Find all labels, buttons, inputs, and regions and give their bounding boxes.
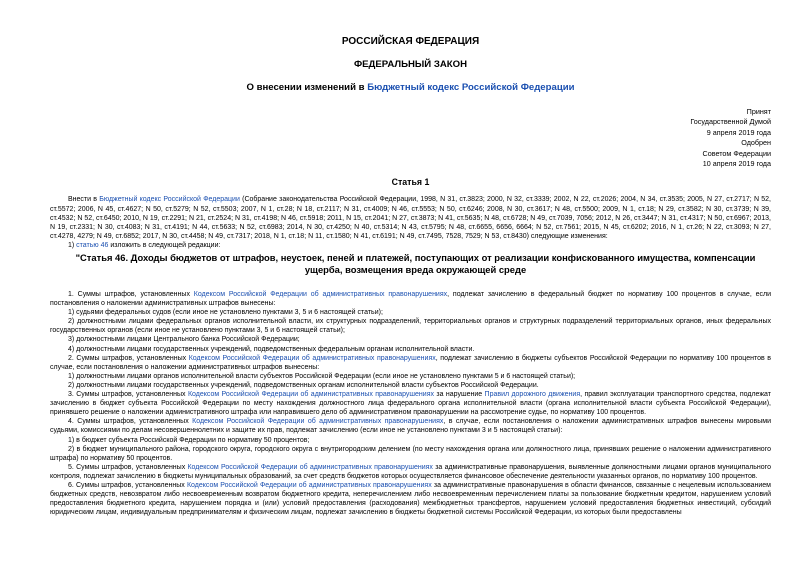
adopted-date: 9 апреля 2019 года [706, 127, 771, 137]
text-fragment: за административные правонарушения, выявленные должностными лицами органов муниципального контроля, подлежат зачислению в бюджеты муниципальных образований, за счет средств бюджетов которых осуществляется финансовое обеспечение деятельности указанных органов, по нормативу 100 процентов. [50, 463, 771, 480]
text-fragment: , подлежат зачислению в бюджеты субъектов Российской Федерации по нормативу 100 процентов в случае, если постановления о наложении административных штрафов вынесены: [50, 354, 771, 371]
para-2-2: 2) должностными лицами государственных учреждений, подведомственных органам исполнительной власти субъектов Российской Федерации. [68, 381, 539, 389]
text-fragment: , в случае, если постановления о наложении административных штрафов вынесены мировыми судьями, комиссиями по делам несовершеннолетних и защите их прав, подлежат зачислению (если иное не установлено пунктами 3 и 5 настоящей статьи): [50, 418, 771, 435]
text-fragment: 1. Суммы штрафов, установленных [68, 291, 194, 298]
text-fragment: изложить в следующей редакции: [108, 241, 221, 249]
approved-date: 10 апреля 2019 года [702, 159, 771, 169]
text-fragment: 6. Суммы штрафов, установленных [68, 481, 187, 489]
koap-link[interactable]: Кодексом Российской Федерации об административных правонарушениях [187, 463, 433, 471]
article-title: Статья 1 [391, 177, 430, 188]
text-fragment: 2. Суммы штрафов, установленных [68, 354, 189, 362]
para-1 [50, 290, 771, 308]
para-1-1: 1) судьями федеральных судов (если иное не установлено пунктами 3, 5 и 6 настоящей статьи); [68, 309, 383, 317]
koap-link[interactable]: Кодексом Российской Федерации об административных правонарушениях [186, 481, 432, 489]
approved-label: Одобрен [741, 138, 771, 148]
text-fragment: 1) [68, 241, 77, 249]
text-fragment: Внести в [68, 196, 100, 204]
item-1-paragraph [50, 241, 771, 250]
text-fragment: за нарушение [434, 391, 485, 399]
para-1-3: 3) должностными лицами Центрального банка Российской Федерации; [68, 336, 300, 344]
approved-by: Советом Федерации [702, 148, 771, 158]
para-2 [50, 354, 771, 372]
para-5 [50, 463, 771, 481]
koap-link[interactable]: Кодексом Российской Федерации об административных правонарушениях [187, 391, 434, 399]
para-1-2: 2) должностными лицами федеральных органов исполнительной власти, их структурных подразделений, территориальных органов и структурных подразделений территориальных органов, иных федеральных государственных органов (если иное не установлено пунктами 3, 5 и 6 настоящей статьи); [50, 318, 771, 335]
text-fragment: 4. Суммы штрафов, установленных [68, 418, 193, 426]
traffic-rules-link[interactable]: Правил дорожного движения [484, 391, 581, 399]
para-6 [50, 481, 771, 517]
text-fragment: за административные правонарушения в области финансов, связанные с нецелевым использованием бюджетных средств, невозвратом либо несвоевременным возвратом бюджетного кредита, неперечислением либо несвоевременным перечислением платы за пользование бюджетным кредитом, нарушением условий предоставления бюджетного кредита, нарушением порядка и (или) условий предоставления (расходования) межбюджетных трансфертов, нарушением условий предоставления бюджетных инвестиций, субсидий юридическим лицам, индивидуальным предпринимателям и физическим лицам, подлежат зачислению в бюджеты бюджетной системы Российской Федерации, из которых были предоставлены [50, 481, 771, 517]
article-46-heading: "Статья 46. Доходы бюджетов от штрафов, неустоек, пеней и платежей, поступающих от реализации конфискованного имущества, компенсации ущерба, возмещения вреда окружающей среде [75, 252, 756, 275]
adopted-by: Государственной Думой [690, 117, 771, 127]
law-title [50, 82, 771, 93]
text-fragment: 3. Суммы штрафов, установленных [68, 391, 188, 399]
country-title: РОССИЙСКАЯ ФЕДЕРАЦИЯ [341, 36, 480, 47]
intro-paragraph [50, 195, 771, 240]
para-4 [50, 417, 771, 435]
para-2-1: 1) должностными лицами органов исполнительной власти субъектов Российской Федерации (если иное не установлено пунктами 5 и 6 настоящей статьи); [68, 372, 576, 380]
koap-link[interactable]: Кодексом Российской Федерации об административных правонарушениях [188, 354, 436, 362]
para-1-4: 4) должностными лицами государственных учреждений, подведомственных федеральным органам исполнительной власти. [68, 345, 475, 353]
law-type-title: ФЕДЕРАЛЬНЫЙ ЗАКОН [353, 59, 468, 70]
budget-code-link[interactable]: Бюджетный кодекс Российской Федерации [367, 82, 575, 93]
adopted-label: Принят [746, 107, 771, 116]
text-fragment: (Собрание законодательства Российской Федерации, 1998, N 31, ст.3823; 2000, N 32, ст.3339; 2002, N 22, ст.2026; 2004, N 34, ст.3535; 2005, N 27, ст.2717; N 52, ст.5572; 2006, N 45, ст.4627; N 50, ст.5279; N 52, ст.5503; 2007, N 1, ст.28; N 18, ст.2117; N 31, ст.4009; N 46, ст.5553; N 50, ст.6246; 2008, N 30, ст.3617; N 48, ст.5500; 2009, N 1, ст.18; N 29, ст.3582; N 30, ст.3739; N 39, ст.4532; N 52, ст.6450; 2010, N 19, ст.2291; N 21, ст.2524; N 31, ст.4198; N 46, ст.5918; 2011, N 15, ст.2041; N 27, ст.3873; N 41, ст.5635; N 48, ст.6728; N 49, ст.7039, 7056; 2012, N 26, ст.3447; N 31, ст.4317; N 50, ст.6967; 2013, N 19, ст.2331; N 30, ст.4083; N 31, ст.4191; N 44, ст.5633; N 52, ст.6983; 2014, N 30, ст.4250; N 40, ст.5314; N 43, ст.5795; N 48, ст.6655, 6656, 6664; N 52, ст.7561; 2015, N 45, ст.6202; 2016, N 1, ст.26; N 22, ст.3093; N 27, ст.4278, 4279; N 49, ст.6852; 2017, N 30, ст.4458; N 49, ст.7317; 2018, N 1, ст.18; N 11, ст.1580; N 41, ст.6191; N 49, ст.7495, 7528, 7529; N 53, ст.8430) следующие изменения: [50, 196, 771, 240]
para-4-2: 2) в бюджет муниципального района, городского округа, городского округа с внутригородским делением (по месту нахождения органа или должностного лица, принявших решение о наложении административного штрафа) по нормативу 50 процентов. [50, 445, 771, 462]
text-fragment: , правил эксплуатации транспортного средства, подлежат зачислению в бюджет субъекта Российской Федерации по месту нахождения должностного лица федерального органа исполнительной власти (органа исполнительной власти субъекта Российской Федерации), принявшего решение о наложении административного штрафа или направившего дело об административном правонарушении на рассмотрение судье, по нормативу 100 процентов. [50, 391, 771, 417]
text-fragment: 5. Суммы штрафов, установленных [68, 463, 188, 471]
text-fragment: , подлежат зачислению в федеральный бюджет по нормативу 100 процентов в случае, если постановления о наложении административных штрафов вынесены: [50, 291, 771, 308]
article-body [50, 195, 771, 517]
koap-link[interactable]: Кодексом Российской Федерации об административных правонарушениях [192, 418, 444, 426]
article-46-link[interactable]: статью 46 [76, 241, 109, 249]
koap-link[interactable]: Кодексом Российской Федерации об административных правонарушениях [193, 291, 448, 298]
budget-code-link[interactable]: Бюджетный кодекс Российской Федерации [99, 196, 240, 204]
law-title-prefix: О внесении изменений в [246, 82, 368, 93]
para-3 [50, 390, 771, 417]
para-4-1: 1) в бюджет субъекта Российской Федерации по нормативу 50 процентов; [68, 436, 310, 444]
adoption-block [50, 107, 771, 169]
